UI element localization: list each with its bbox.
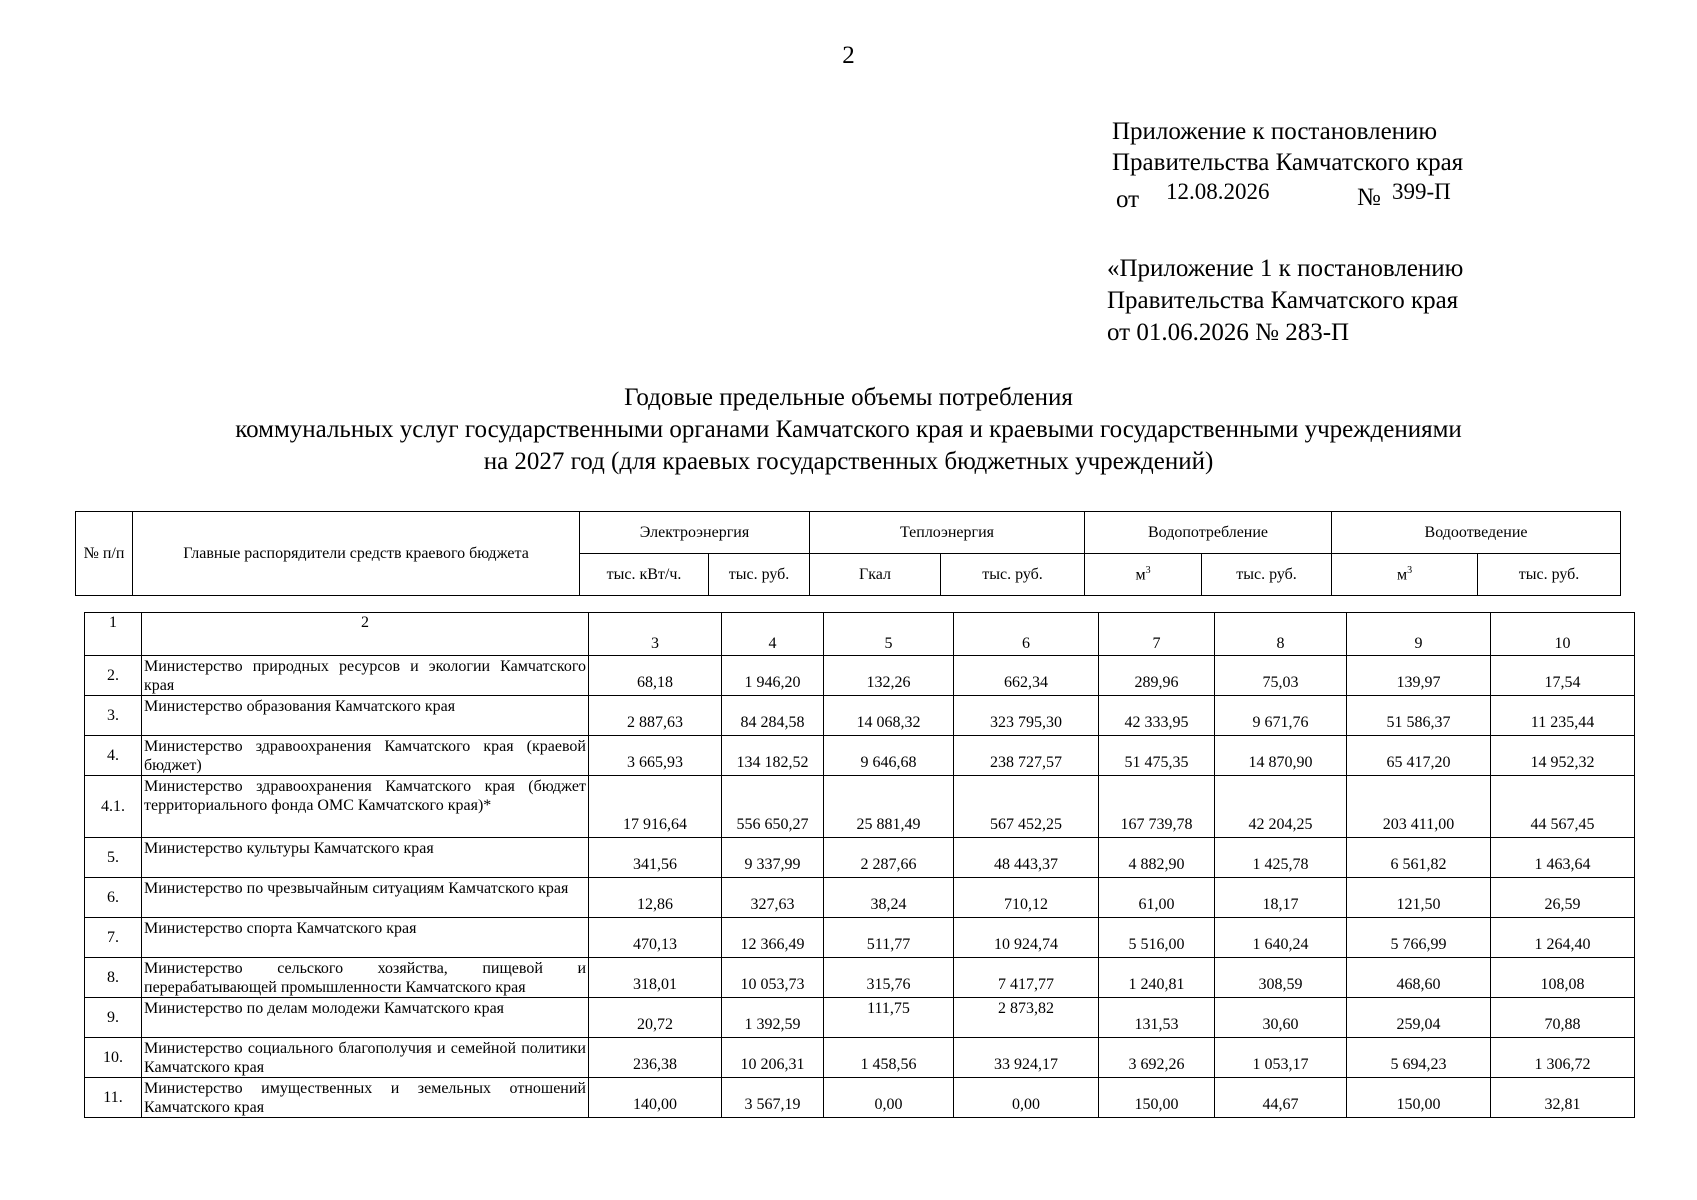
row-value: 12 366,49	[722, 918, 824, 958]
row-value: 32,81	[1491, 1078, 1635, 1118]
header-unit: тыс. руб.	[709, 554, 810, 596]
row-organization-name: Министерство по чрезвычайным ситуациям Камчатского края	[142, 878, 589, 918]
header-num: № п/п	[76, 512, 133, 596]
row-value: 4 882,90	[1099, 838, 1215, 878]
unit-text: м	[1135, 566, 1146, 584]
unit-superscript: 3	[1407, 564, 1413, 576]
row-value: 1 053,17	[1215, 1038, 1347, 1078]
row-value: 318,01	[589, 958, 722, 998]
row-value: 20,72	[589, 998, 722, 1038]
appendix-line-1: Приложение к постановлению	[1112, 118, 1438, 145]
row-value: 9 671,76	[1215, 696, 1347, 736]
row-index: 4.	[85, 736, 142, 776]
row-value: 1 640,24	[1215, 918, 1347, 958]
unit-superscript: 3	[1145, 564, 1151, 576]
number-sign: №	[1357, 184, 1381, 211]
row-value: 511,77	[824, 918, 954, 958]
row-value: 1 458,56	[824, 1038, 954, 1078]
appendix1-header	[1107, 253, 1463, 349]
row-value: 1 264,40	[1491, 918, 1635, 958]
appendix1-line-3: от 01.06.2026 № 283-П	[1107, 319, 1350, 346]
row-index: 2.	[85, 656, 142, 696]
row-value: 61,00	[1099, 878, 1215, 918]
table-row	[85, 656, 1635, 696]
appendix-line-2: Правительства Камчатского края	[1112, 149, 1464, 176]
row-value: 167 739,78	[1099, 776, 1215, 838]
table-row	[85, 736, 1635, 776]
header-group-water-disposal: Водоотведение	[1332, 512, 1621, 554]
table-row	[85, 878, 1635, 918]
row-value: 0,00	[824, 1078, 954, 1118]
header-unit: тыс. руб.	[941, 554, 1085, 596]
row-value: 51 586,37	[1347, 696, 1491, 736]
column-number: 1	[85, 613, 142, 656]
row-index: 4.1.	[85, 776, 142, 838]
row-index: 8.	[85, 958, 142, 998]
row-value: 33 924,17	[954, 1038, 1099, 1078]
row-value: 3 692,26	[1099, 1038, 1215, 1078]
row-organization-name: Министерство здравоохранения Камчатского края (бюджет территориального фонда ОМС Камчатского края)*	[142, 776, 589, 838]
row-value: 12,86	[589, 878, 722, 918]
row-value: 9 337,99	[722, 838, 824, 878]
row-value: 108,08	[1491, 958, 1635, 998]
row-value: 140,00	[589, 1078, 722, 1118]
row-value: 9 646,68	[824, 736, 954, 776]
row-value: 0,00	[954, 1078, 1099, 1118]
resolution-date: 12.08.2026	[1166, 179, 1270, 204]
row-value: 10 206,31	[722, 1038, 824, 1078]
row-value: 1 946,20	[722, 656, 824, 696]
row-value: 44,67	[1215, 1078, 1347, 1118]
row-value: 5 766,99	[1347, 918, 1491, 958]
appendix1-line-2: Правительства Камчатского края	[1107, 287, 1459, 314]
column-number: 5	[824, 613, 954, 656]
row-value: 2 887,63	[589, 696, 722, 736]
row-index: 11.	[85, 1078, 142, 1118]
appendix-header	[1112, 116, 1464, 213]
column-number: 7	[1099, 613, 1215, 656]
row-value: 139,97	[1347, 656, 1491, 696]
header-unit: тыс. руб.	[1478, 554, 1621, 596]
row-organization-name: Министерство социального благополучия и семейной политики Камчатского края	[142, 1038, 589, 1078]
row-value: 42 204,25	[1215, 776, 1347, 838]
column-numbers-row	[85, 613, 1635, 656]
row-value: 341,56	[589, 838, 722, 878]
header-group-heat: Теплоэнергия	[810, 512, 1085, 554]
header-group-electricity: Электроэнергия	[580, 512, 810, 554]
row-value: 315,76	[824, 958, 954, 998]
row-value: 38,24	[824, 878, 954, 918]
row-value: 468,60	[1347, 958, 1491, 998]
row-organization-name: Министерство по делам молодежи Камчатского края	[142, 998, 589, 1038]
row-value: 25 881,49	[824, 776, 954, 838]
table-row	[85, 998, 1635, 1038]
table-row	[85, 1038, 1635, 1078]
row-value: 567 452,25	[954, 776, 1099, 838]
row-value: 17 916,64	[589, 776, 722, 838]
row-value: 2 873,82	[954, 998, 1099, 1038]
row-value: 7 417,77	[954, 958, 1099, 998]
column-number: 8	[1215, 613, 1347, 656]
column-number: 6	[954, 613, 1099, 656]
row-value: 2 287,66	[824, 838, 954, 878]
column-number: 10	[1491, 613, 1635, 656]
row-value: 5 694,23	[1347, 1038, 1491, 1078]
row-index: 5.	[85, 838, 142, 878]
page-number: 2	[842, 42, 855, 69]
row-index: 6.	[85, 878, 142, 918]
row-value: 1 463,64	[1491, 838, 1635, 878]
row-value: 26,59	[1491, 878, 1635, 918]
ot-label: от	[1116, 186, 1140, 213]
row-value: 1 306,72	[1491, 1038, 1635, 1078]
row-value: 18,17	[1215, 878, 1347, 918]
row-value: 111,75	[824, 998, 954, 1038]
resolution-number: 399-П	[1392, 179, 1451, 204]
document-title	[0, 382, 1697, 478]
row-value: 10 053,73	[722, 958, 824, 998]
row-organization-name: Министерство спорта Камчатского края	[142, 918, 589, 958]
row-value: 84 284,58	[722, 696, 824, 736]
row-value: 42 333,95	[1099, 696, 1215, 736]
row-value: 14 068,32	[824, 696, 954, 736]
row-value: 14 952,32	[1491, 736, 1635, 776]
row-value: 121,50	[1347, 878, 1491, 918]
header-unit	[1085, 554, 1202, 596]
row-value: 17,54	[1491, 656, 1635, 696]
row-index: 7.	[85, 918, 142, 958]
appendix-date-line	[1112, 178, 1463, 213]
row-index: 3.	[85, 696, 142, 736]
table-row	[85, 958, 1635, 998]
row-value: 289,96	[1099, 656, 1215, 696]
column-number: 4	[722, 613, 824, 656]
header-unit: тыс. руб.	[1202, 554, 1332, 596]
row-organization-name: Министерство природных ресурсов и экологии Камчатского края	[142, 656, 589, 696]
row-value: 70,88	[1491, 998, 1635, 1038]
row-value: 203 411,00	[1347, 776, 1491, 838]
row-value: 150,00	[1347, 1078, 1491, 1118]
row-value: 238 727,57	[954, 736, 1099, 776]
row-organization-name: Министерство образования Камчатского края	[142, 696, 589, 736]
row-value: 11 235,44	[1491, 696, 1635, 736]
row-value: 68,18	[589, 656, 722, 696]
row-value: 1 392,59	[722, 998, 824, 1038]
header-unit: Гкал	[810, 554, 941, 596]
row-index: 10.	[85, 1038, 142, 1078]
row-value: 30,60	[1215, 998, 1347, 1038]
row-organization-name: Министерство сельского хозяйства, пищевой и перерабатывающей промышленности Камчатского края	[142, 958, 589, 998]
table-header	[75, 511, 1621, 596]
row-value: 65 417,20	[1347, 736, 1491, 776]
row-value: 6 561,82	[1347, 838, 1491, 878]
title-line-2: коммунальных услуг государственными органами Камчатского края и краевыми государственными учреждениями	[235, 416, 1462, 443]
row-value: 51 475,35	[1099, 736, 1215, 776]
header-main: Главные распорядители средств краевого бюджета	[133, 512, 580, 596]
row-value: 150,00	[1099, 1078, 1215, 1118]
table-row	[85, 918, 1635, 958]
row-index: 9.	[85, 998, 142, 1038]
table-row	[85, 776, 1635, 838]
row-value: 259,04	[1347, 998, 1491, 1038]
row-value: 236,38	[589, 1038, 722, 1078]
table-row	[85, 838, 1635, 878]
row-value: 131,53	[1099, 998, 1215, 1038]
column-number: 3	[589, 613, 722, 656]
row-value: 14 870,90	[1215, 736, 1347, 776]
row-value: 662,34	[954, 656, 1099, 696]
row-organization-name: Министерство культуры Камчатского края	[142, 838, 589, 878]
row-value: 323 795,30	[954, 696, 1099, 736]
column-number: 2	[142, 613, 589, 656]
row-value: 10 924,74	[954, 918, 1099, 958]
row-value: 1 425,78	[1215, 838, 1347, 878]
row-value: 1 240,81	[1099, 958, 1215, 998]
row-value: 132,26	[824, 656, 954, 696]
title-line-1: Годовые предельные объемы потребления	[624, 384, 1073, 411]
row-value: 134 182,52	[722, 736, 824, 776]
table-row	[85, 696, 1635, 736]
row-value: 327,63	[722, 878, 824, 918]
row-value: 75,03	[1215, 656, 1347, 696]
row-value: 556 650,27	[722, 776, 824, 838]
row-value: 44 567,45	[1491, 776, 1635, 838]
data-table	[84, 612, 1635, 1118]
row-value: 48 443,37	[954, 838, 1099, 878]
row-value: 308,59	[1215, 958, 1347, 998]
column-number: 9	[1347, 613, 1491, 656]
row-value: 470,13	[589, 918, 722, 958]
appendix1-line-1: «Приложение 1 к постановлению	[1107, 255, 1464, 282]
row-organization-name: Министерство здравоохранения Камчатского края (краевой бюджет)	[142, 736, 589, 776]
header-group-water-supply: Водопотребление	[1085, 512, 1332, 554]
unit-text: м	[1396, 566, 1408, 584]
title-line-3: на 2027 год (для краевых государственных бюджетных учреждений)	[483, 448, 1214, 475]
row-value: 3 567,19	[722, 1078, 824, 1118]
row-organization-name: Министерство имущественных и земельных отношений Камчатского края	[142, 1078, 589, 1118]
row-value: 5 516,00	[1099, 918, 1215, 958]
table-row	[85, 1078, 1635, 1118]
row-value: 710,12	[954, 878, 1099, 918]
header-unit	[1332, 554, 1478, 596]
header-unit: тыс. кВт/ч.	[580, 554, 709, 596]
row-value: 3 665,93	[589, 736, 722, 776]
